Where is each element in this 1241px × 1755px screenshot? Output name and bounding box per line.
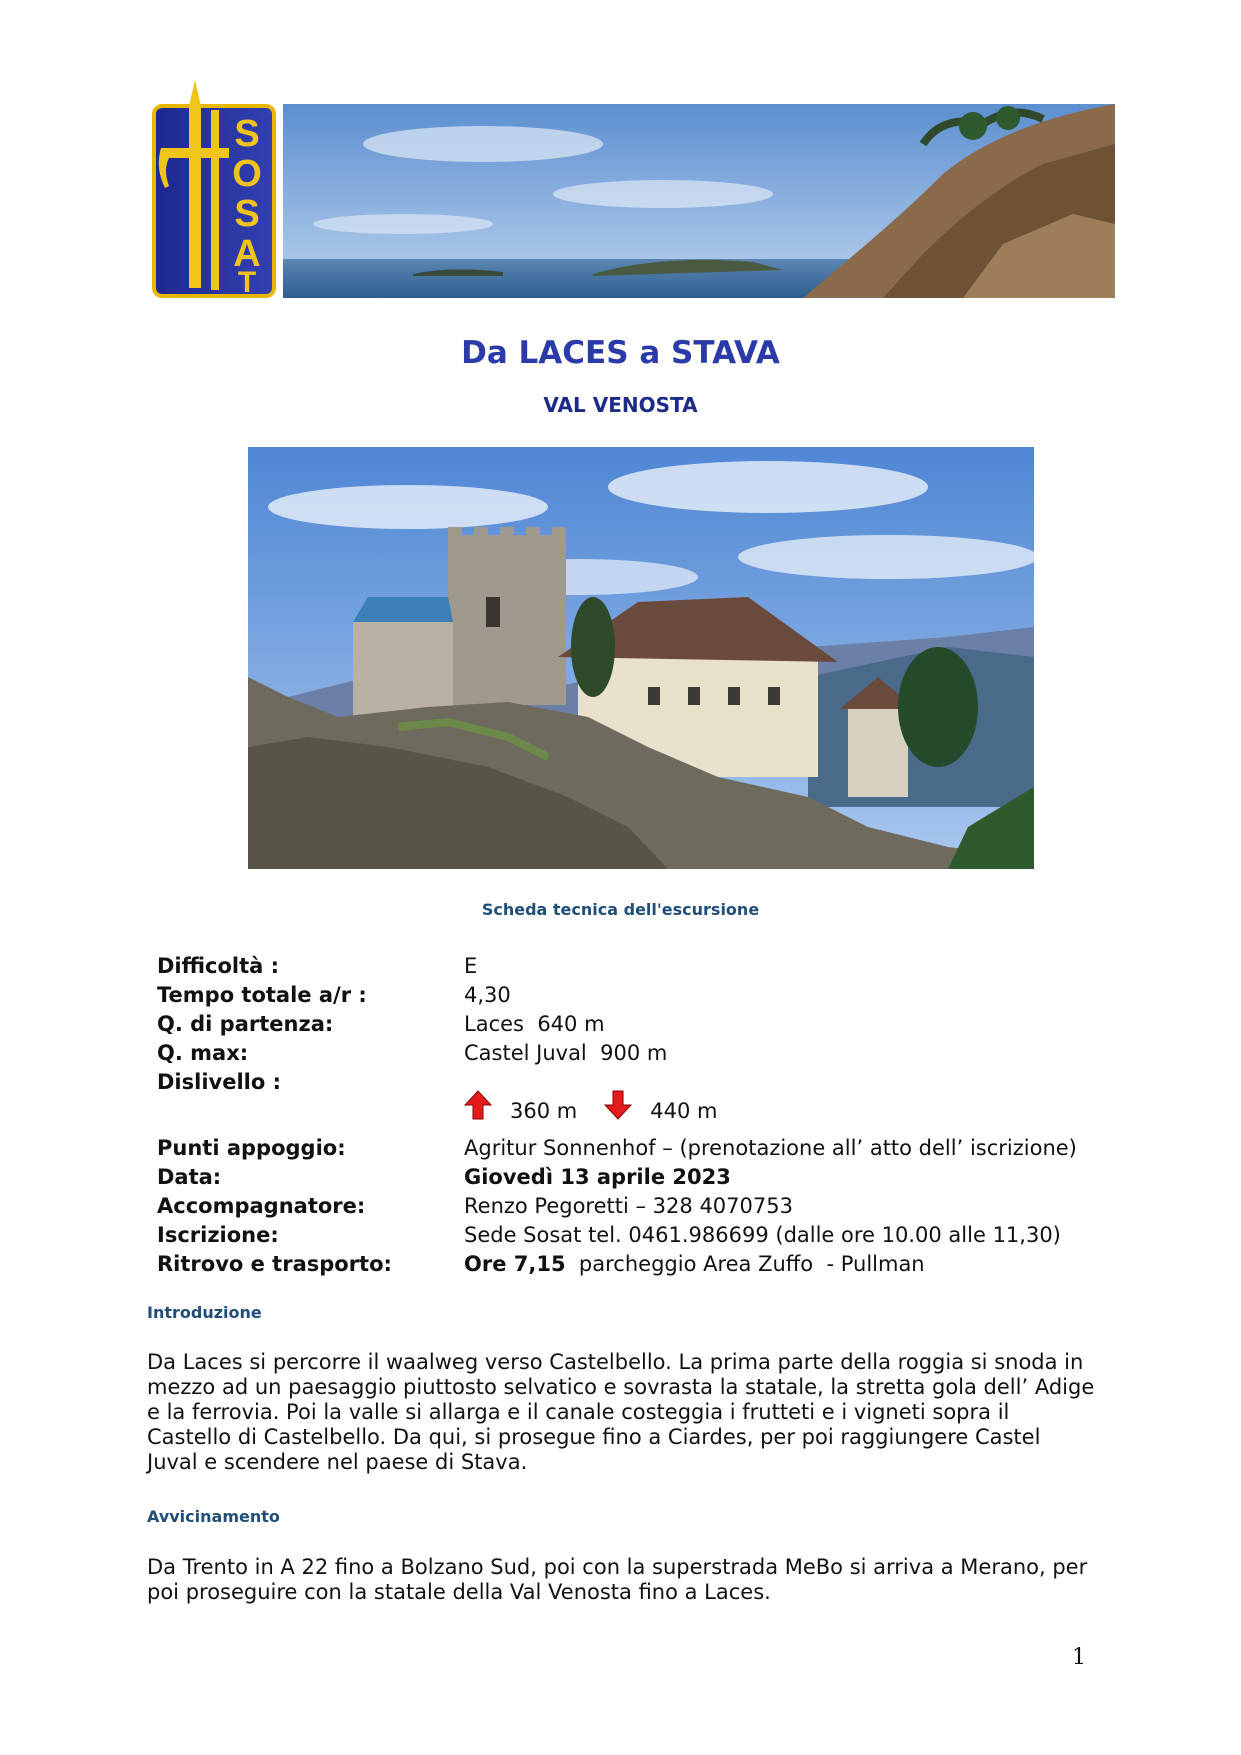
info-label: Q. di partenza: — [157, 1012, 334, 1036]
info-label: Difficoltà : — [157, 954, 280, 978]
info-row-max-altitude — [157, 1039, 1097, 1068]
svg-text:A: A — [233, 233, 261, 275]
elevation-up-value: 360 m — [510, 1099, 578, 1123]
svg-text:O: O — [232, 153, 262, 195]
technical-sheet — [157, 952, 1097, 1279]
info-label: Ritrovo e trasporto: — [157, 1252, 392, 1276]
info-row-date — [157, 1163, 1097, 1192]
info-value: Renzo Pegoretti – 328 4070753 — [464, 1194, 793, 1218]
info-value: Sede Sosat tel. 0461.986699 (dalle ore 10.00 alle 11,30) — [464, 1223, 1061, 1247]
info-value: Laces 640 m — [464, 1012, 605, 1036]
svg-text:S: S — [234, 113, 260, 155]
page-title: Da LACES a STAVA — [461, 335, 780, 371]
info-label: Data: — [157, 1165, 222, 1189]
meeting-time: Ore 7,15 — [464, 1252, 566, 1276]
info-label: Q. max: — [157, 1041, 249, 1065]
info-label: Iscrizione: — [157, 1223, 279, 1247]
info-row-support-points — [157, 1134, 1097, 1163]
meeting-place: parcheggio Area Zuffo - Pullman — [565, 1252, 925, 1276]
arrow-up-icon — [464, 1090, 492, 1120]
page-subtitle: VAL VENOSTA — [543, 393, 698, 417]
sosat-logo — [151, 78, 279, 298]
svg-text:T: T — [237, 266, 257, 298]
info-value — [464, 1250, 1097, 1279]
info-row-difficulty — [157, 952, 1097, 981]
arrow-down-icon — [604, 1090, 632, 1120]
svg-text:S: S — [234, 193, 260, 235]
introduction-paragraph: Da Laces si percorre il waalweg verso Castelbello. La prima parte della roggia si snoda in mezzo ad un paesaggio piuttosto selvatico e sovrasta la statale, la stretta gola dell’ Adige e la ferrovia. Poi la valle si allarga e il canale costeggia i frutteti e i vigneti sopra il Castello di Castelbello. Da qui, si prosegue fino a Ciardes, per poi raggiungere Castel Juval e scendere nel paese di Stava. — [147, 1350, 1095, 1474]
section-heading-introduction: Introduzione — [147, 1303, 262, 1322]
info-value: Agritur Sonnenhof – (prenotazione all’ atto dell’ iscrizione) — [464, 1136, 1077, 1160]
header-banner-image — [283, 104, 1115, 298]
elevation-values — [464, 1068, 1097, 1126]
info-row-registration — [157, 1221, 1097, 1250]
page-number: 1 — [1072, 1645, 1086, 1670]
info-label: Accompagnatore: — [157, 1194, 366, 1218]
info-row-start-altitude — [157, 1010, 1097, 1039]
castle-photo — [248, 447, 1034, 869]
technical-sheet-caption: Scheda tecnica dell'escursione — [481, 900, 760, 919]
approach-paragraph: Da Trento in A 22 fino a Bolzano Sud, poi con la superstrada MeBo si arriva a Merano, per poi proseguire con la statale della Val Venosta fino a Laces. — [147, 1555, 1088, 1604]
info-row-total-time — [157, 981, 1097, 1010]
info-value: Castel Juval 900 m — [464, 1041, 668, 1065]
info-row-meeting — [157, 1250, 1097, 1279]
info-row-guide — [157, 1192, 1097, 1221]
info-value: E — [464, 954, 478, 978]
info-value: 4,30 — [464, 983, 511, 1007]
elevation-down-value: 440 m — [650, 1099, 718, 1123]
section-heading-approach: Avvicinamento — [147, 1507, 280, 1526]
info-value: Giovedì 13 aprile 2023 — [464, 1165, 731, 1189]
info-row-elevation-gain — [157, 1068, 1097, 1126]
info-label: Dislivello : — [157, 1070, 281, 1094]
info-label: Punti appoggio: — [157, 1136, 346, 1160]
info-label: Tempo totale a/r : — [157, 983, 367, 1007]
